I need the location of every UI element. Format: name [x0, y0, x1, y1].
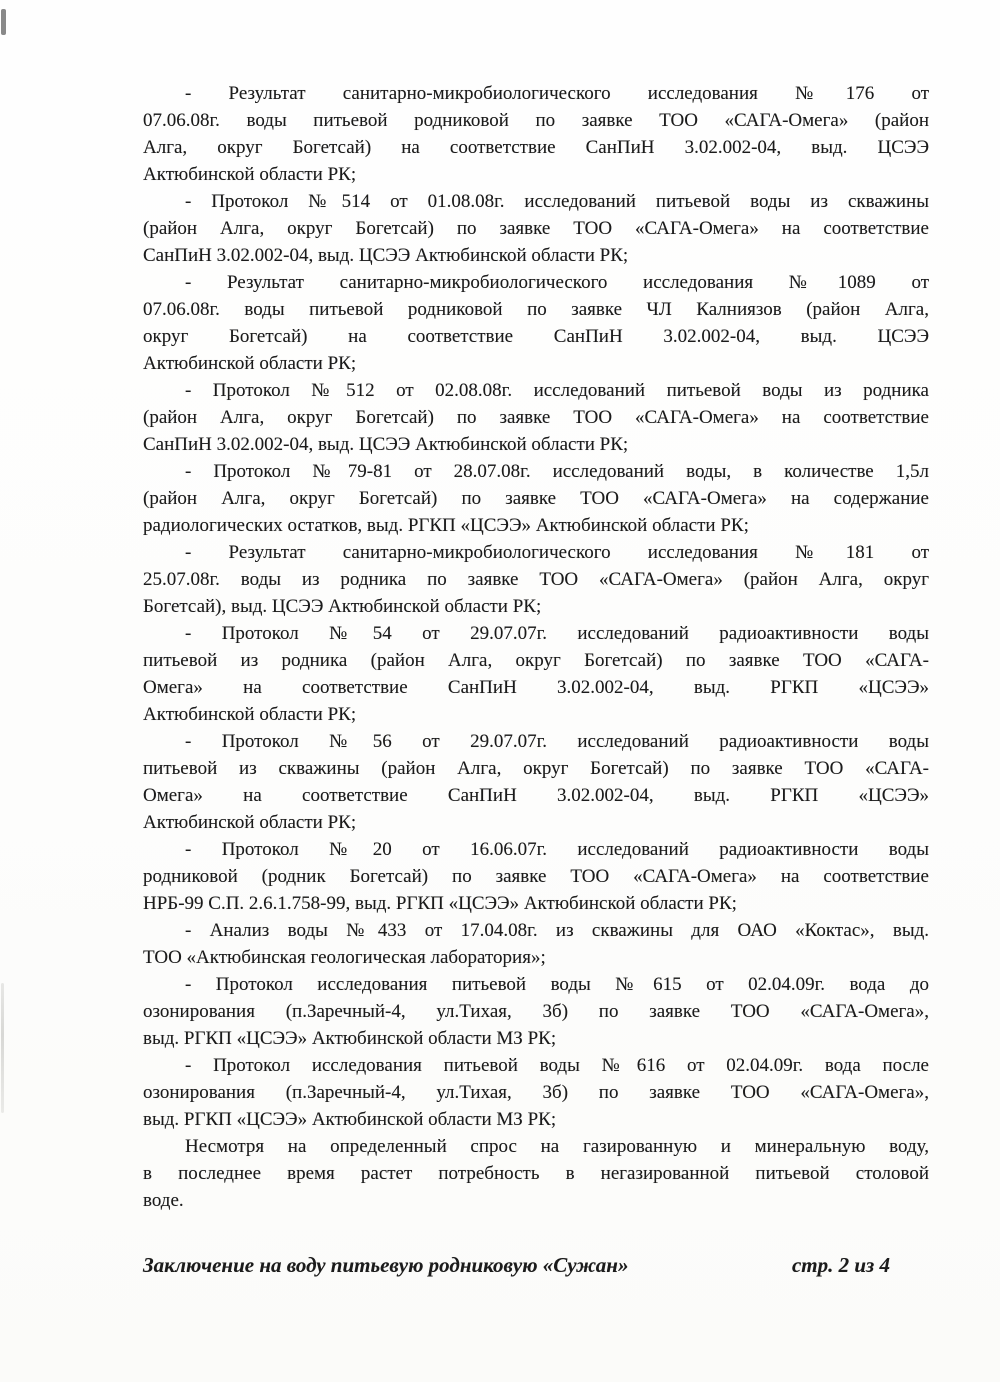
- scan-artifact-left-edge-shadow: [1, 983, 4, 1113]
- body-paragraph: [143, 836, 929, 917]
- text-line: - Протокол №514 от 01.08.08г. исследований питьевой воды из скважины: [185, 191, 929, 212]
- text-line: Актюбинской области РК;: [143, 812, 357, 833]
- text-line: Омега» на соответствие СанПиН 3.02.002-04, выд. РГКП «ЦСЭЭ»: [143, 677, 929, 698]
- text-line: ТОО «Актюбинская геологическая лаборатория»;: [143, 947, 546, 968]
- text-line: родниковой (родник Богетсай) по заявке ТОО «САГА-Омега» на соответствие: [143, 866, 929, 887]
- text-line: питьевой из скважины (район Алга, округ Богетсай) по заявке ТОО «САГА-: [143, 758, 929, 779]
- text-line: выд. РГКП «ЦСЭЭ» Актюбинской области МЗ РК;: [143, 1109, 557, 1130]
- text-line: Актюбинской области РК;: [143, 704, 357, 725]
- text-line: СанПиН 3.02.002-04, выд. ЦСЭЭ Актюбинской области РК;: [143, 434, 629, 455]
- text-line: Богетсай), выд. ЦСЭЭ Актюбинской области РК;: [143, 596, 542, 617]
- text-line: в последнее время растет потребность в негазированной питьевой столовой: [143, 1163, 929, 1184]
- text-line: - Протокол №79-81 от 28.07.08г. исследований воды, в количестве 1,5л: [185, 461, 929, 482]
- text-line: - Протокол исследования питьевой воды №616 от 02.04.09г. вода после: [185, 1055, 929, 1076]
- body-paragraph: [143, 1133, 929, 1214]
- text-line: - Протокол №20 от 16.06.07г. исследований радиоактивности воды: [185, 839, 929, 860]
- text-line: питьевой из родника (район Алга, округ Богетсай) по заявке ТОО «САГА-: [143, 650, 929, 671]
- text-line: - Результат санитарно-микробиологического исследования №1089 от: [185, 272, 929, 293]
- text-line: НРБ-99 С.П. 2.6.1.758-99, выд. РГКП «ЦСЭЭ» Актюбинской области РК;: [143, 893, 737, 914]
- footer-doc-title: Заключение на воду питьевую родниковую «Сужан»: [143, 1253, 629, 1277]
- text-line: - Результат санитарно-микробиологического исследования №176 от: [185, 83, 929, 104]
- text-line: 07.06.08г. воды питьевой родниковой по заявке ЧЛ Калниязов (район Алга,: [143, 299, 929, 320]
- text-line: - Протокол исследования питьевой воды №615 от 02.04.09г. вода до: [185, 974, 929, 995]
- scan-artifact-corner-mark: [1, 9, 6, 35]
- text-line: выд. РГКП «ЦСЭЭ» Актюбинской области МЗ РК;: [143, 1028, 557, 1049]
- text-line: (район Алга, округ Богетсай) по заявке ТОО «САГА-Омега» на соответствие: [143, 218, 929, 239]
- body-paragraph: [143, 188, 929, 269]
- text-line: - Результат санитарно-микробиологического исследования №181 от: [185, 542, 929, 563]
- text-line: - Анализ воды №433 от 17.04.08г. из скважины для ОАО «Коктас», выд.: [185, 920, 929, 941]
- text-line: Актюбинской области РК;: [143, 353, 357, 374]
- body-paragraph: [143, 971, 929, 1052]
- text-line: воде.: [143, 1190, 184, 1211]
- body-paragraph: [143, 620, 929, 728]
- text-line: (район Алга, округ Богетсай) по заявке ТОО «САГА-Омега» на содержание: [143, 488, 929, 509]
- body-paragraph: [143, 80, 929, 188]
- text-line: Омега» на соответствие СанПиН 3.02.002-04, выд. РГКП «ЦСЭЭ»: [143, 785, 929, 806]
- body-paragraph: [143, 458, 929, 539]
- text-line: - Протокол №512 от 02.08.08г. исследований питьевой воды из родника: [185, 380, 929, 401]
- body-paragraph: [143, 728, 929, 836]
- text-line: 07.06.08г. воды питьевой родниковой по заявке ТОО «САГА-Омега» (район: [143, 110, 929, 131]
- text-line: озонирования (п.Заречный-4, ул.Тихая, 3б) по заявке ТОО «САГА-Омега»,: [143, 1001, 929, 1022]
- body-paragraph: [143, 1052, 929, 1133]
- body-paragraph: [143, 269, 929, 377]
- text-line: - Протокол №56 от 29.07.07г. исследований радиоактивности воды: [185, 731, 929, 752]
- text-line: озонирования (п.Заречный-4, ул.Тихая, 3б) по заявке ТОО «САГА-Омега»,: [143, 1082, 929, 1103]
- footer-page-number: стр. 2 из 4: [791, 1253, 890, 1277]
- text-line: (район Алга, округ Богетсай) по заявке ТОО «САГА-Омега» на соответствие: [143, 407, 929, 428]
- body-paragraph: [143, 917, 929, 971]
- text-line: 25.07.08г. воды из родника по заявке ТОО «САГА-Омега» (район Алга, округ: [143, 569, 929, 590]
- document-body: [143, 80, 929, 1214]
- text-line: Актюбинской области РК;: [143, 164, 357, 185]
- text-line: Несмотря на определенный спрос на газированную и минеральную воду,: [185, 1136, 929, 1157]
- body-paragraph: [143, 539, 929, 620]
- text-line: округ Богетсай) на соответствие СанПиН 3.02.002-04, выд. ЦСЭЭ: [143, 326, 929, 347]
- text-line: радиологических остатков, выд. РГКП «ЦСЭЭ» Актюбинской области РК;: [143, 515, 749, 536]
- body-paragraph: [143, 377, 929, 458]
- text-line: - Протокол №54 от 29.07.07г. исследований радиоактивности воды: [185, 623, 929, 644]
- text-line: Алга, округ Богетсай) на соответствие СанПиН 3.02.002-04, выд. ЦСЭЭ: [143, 137, 929, 158]
- text-line: СанПиН 3.02.002-04, выд. ЦСЭЭ Актюбинской области РК;: [143, 245, 629, 266]
